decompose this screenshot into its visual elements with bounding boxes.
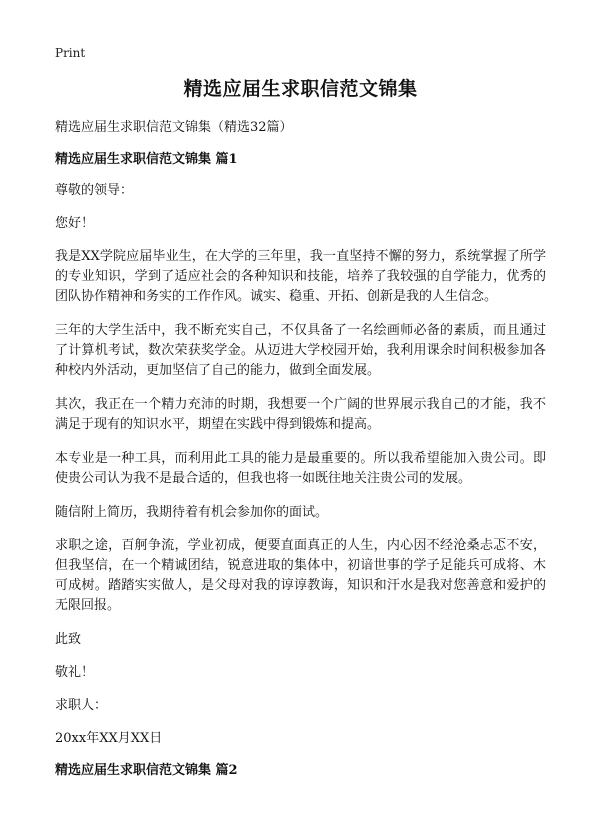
letter-salutation: 尊敬的领导：	[55, 183, 134, 198]
letter-paragraph-2: 三年的大学生活中，我不断充实自己，不仅具备了一名绘画师必备的素质，而且通过了计算机考试，数次荣获奖学金。从迈进大学校园开始，我利用课余时间积极参加各种校内外活动，更加坚信了自己的能力，做到全面发展。	[55, 323, 546, 378]
document-subtitle: 精选应届生求职信范文锦集（精选32篇）	[55, 120, 293, 135]
letter-paragraph-6: 求职之途，百舸争流，学业初成，便要直面真正的人生，内心因不经沧桑忐忑不安，但我坚信，在一个精诚团结，锐意进取的集体中，初谙世事的学子足能兵可成将、木可成树。踏踏实实做人，是父母对我的谆谆教诲，知识和汗水是我对您善意和爱护的无限回报。	[55, 538, 546, 613]
letter-signature: 求职人：	[55, 698, 108, 713]
letter-closing-1: 此致	[55, 632, 82, 647]
letter-date: 20xx年XX月XX日	[55, 731, 163, 746]
section-heading-2: 精选应届生求职信范文锦集 篇2	[55, 763, 238, 778]
section-heading-1: 精选应届生求职信范文锦集 篇1	[55, 152, 238, 167]
print-label: Print	[55, 46, 86, 60]
letter-paragraph-5: 随信附上简历，我期待着有机会参加你的面试。	[55, 505, 329, 520]
letter-closing-2: 敬礼！	[55, 665, 95, 680]
letter-paragraph-4: 本专业是一种工具，而利用此工具的能力是最重要的。所以我希望能加入贵公司。即使贵公司认为我不是最合适的，但我也将一如既往地关注贵公司的发展。	[55, 451, 546, 486]
page-title: 精选应届生求职信范文锦集	[183, 78, 418, 100]
letter-paragraph-3: 其次，我正在一个精力充沛的时期，我想要一个广阔的世界展示我自己的才能，我不满足于现有的知识水平，期望在实践中得到锻炼和提高。	[55, 397, 546, 432]
letter-greeting: 您好！	[55, 216, 95, 231]
letter-paragraph-1: 我是XX学院应届毕业生，在大学的三年里，我一直坚持不懈的努力，系统掌握了所学的专业知识，学到了适应社会的各种知识和技能，培养了我较强的自学能力，优秀的团队协作精神和务实的工作作风。诚实、稳重、开拓、创新是我的人生信念。	[55, 249, 546, 304]
